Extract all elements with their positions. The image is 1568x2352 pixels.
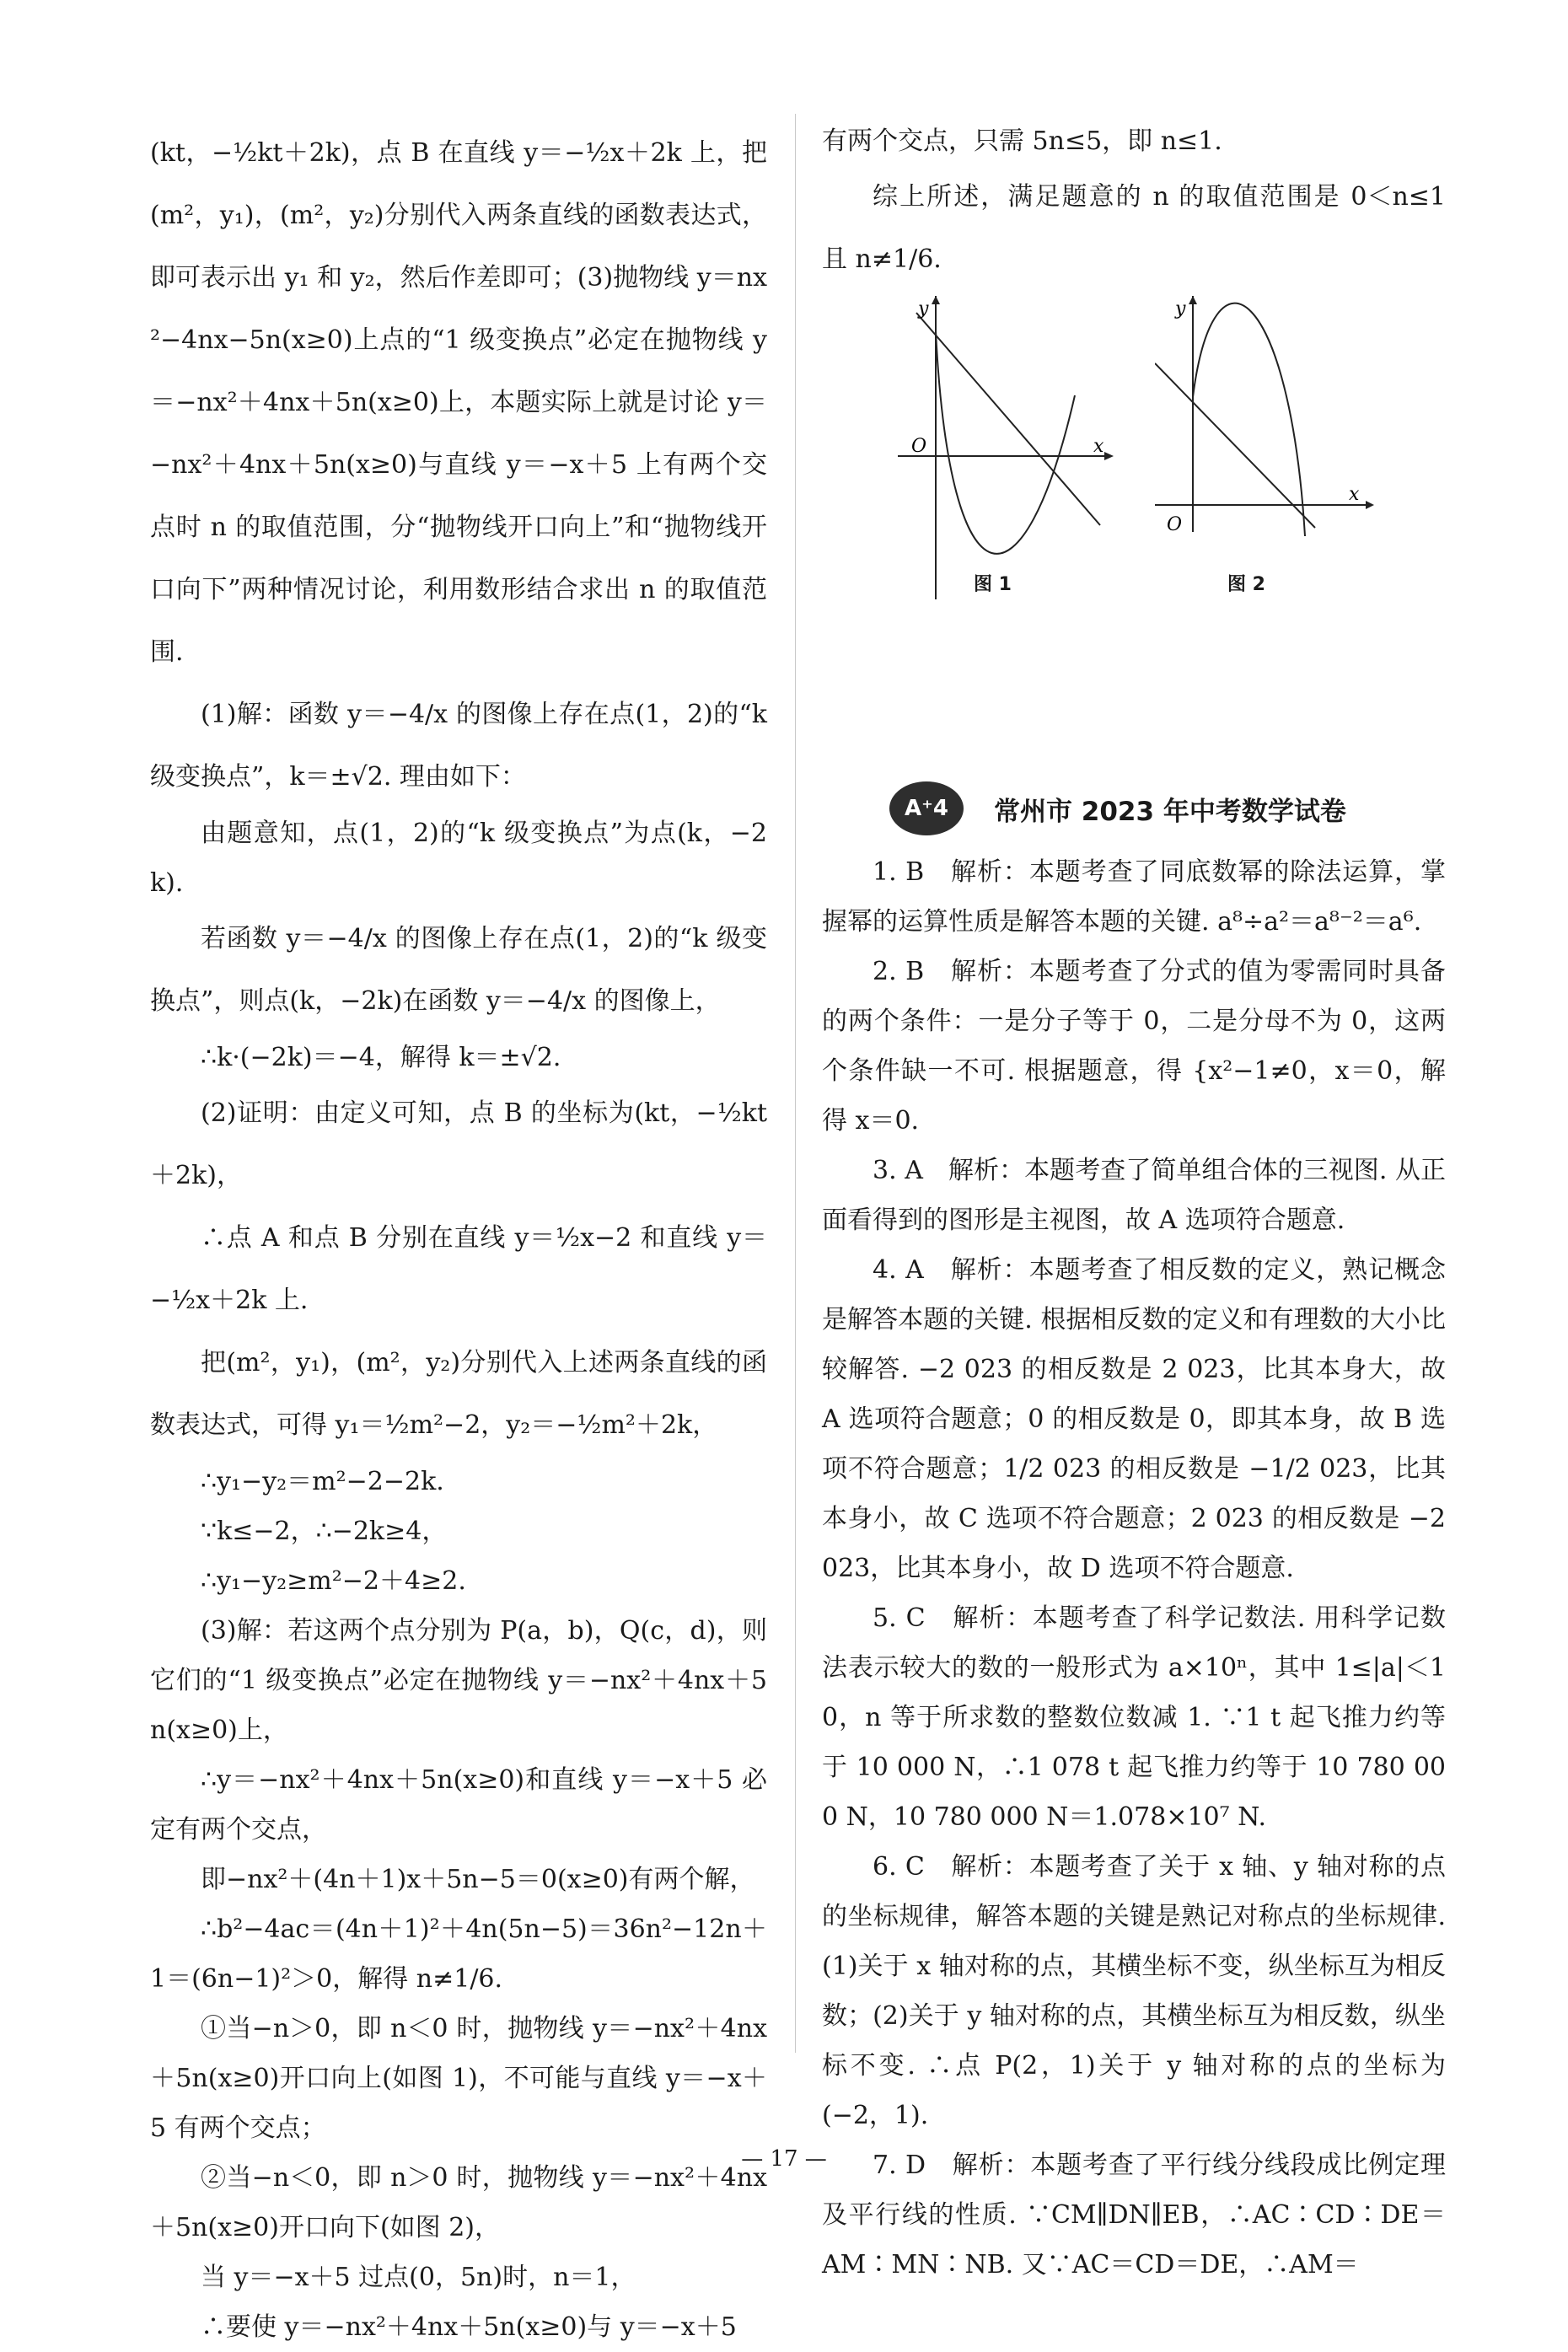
figure-2-origin-label: O [1167, 514, 1183, 535]
column-divider [795, 114, 796, 2053]
left-column [150, 122, 767, 2352]
figure-2-line [1155, 363, 1315, 528]
figure-2 [1155, 296, 1374, 692]
figure-2-y-label: y [1175, 298, 1186, 320]
paragraph-part3-step5: ∴要使 y＝−nx²＋4nx＋5n(x≥0)与 y＝−x＋5 [201, 2312, 737, 2342]
figure-2-y-arrow [1189, 296, 1197, 304]
paragraph-part2-step3: ∴y₁−y₂＝m²−2−2k. [201, 1467, 444, 1496]
answer-item: 5. C 解析：本题考查了科学记数法. 用科学记数法表示较大的数的一般形式为 a×10ⁿ，其中 1≤|a|＜10，n 等于所求数的整数位数减 1. ∵1 t 起飞推力约等于 10 000 N，∴1 078 t 起飞推力约等于 10 780 000 N，10 780 000 N＝1.078×10⁷ N. [822, 1603, 1446, 1832]
figure-1-y-arrow [932, 296, 940, 304]
paragraph-part3-case1: ①当−n＞0，即 n＜0 时，抛物线 y＝−nx²＋4nx＋5n(x≥0)开口向上(如图 1)，不可能与直线 y＝−x＋5 有两个交点； [150, 2014, 767, 2143]
paragraph-part3-step2: 即−nx²＋(4n＋1)x＋5n−5＝0(x≥0)有两个解， [201, 1865, 755, 1894]
figure-2-graph [1155, 296, 1374, 692]
paragraph-part3-answer: (3)解：若这两个点分别为 P(a，b)，Q(c，d)，则它们的“1 级变换点”必定在抛物线 y＝−nx²＋4nx＋5n(x≥0)上， [150, 1616, 767, 1745]
right-column [822, 116, 1446, 2290]
figure-2-x-arrow [1366, 501, 1374, 509]
paragraph-part2-step1: ∴点 A 和点 B 分别在直线 y＝½x−2 和直线 y＝−½x＋2k 上. [150, 1223, 767, 1315]
paragraph-part1-step1: 由题意知，点(1，2)的“k 级变换点”为点(k，−2k). [150, 819, 767, 898]
figure-2-x-label: x [1349, 484, 1360, 505]
answer-item: 1. B 解析：本题考查了同底数幂的除法运算，掌握幂的运算性质是解答本题的关键. a⁸÷a²＝a⁸⁻²＝a⁶. [822, 857, 1446, 937]
figure-1-parabola [936, 331, 1075, 554]
answer-item: 6. C 解析：本题考查了关于 x 轴、y 轴对称的点的坐标规律，解答本题的关键是熟记对称点的坐标规律. (1)关于 x 轴对称的点，其横坐标不变，纵坐标互为相反数；(2)关于 y 轴对称的点，其横坐标互为相反数，纵坐标不变. ∴点 P(2，1)关于 y 轴对称的点的坐标为(−2，1). [822, 1852, 1446, 2130]
figure-1-x-label: x [1093, 436, 1104, 457]
paragraph-part1-answer: (1)解：函数 y＝−4/x 的图像上存在点(1，2)的“k 级变换点”，k＝±√2. 理由如下： [150, 700, 767, 792]
paragraph-part1-step3: ∴k·(−2k)＝−4，解得 k＝±√2. [201, 1043, 561, 1072]
section-badge: A⁺4 [889, 781, 964, 835]
paragraph-part2-proof: (2)证明：由定义可知，点 B 的坐标为(kt，−½kt＋2k)， [150, 1098, 767, 1190]
paragraph-continuation: 有两个交点，只需 5n≤5，即 n≤1. [822, 126, 1222, 156]
figure-1-graph [898, 296, 1117, 692]
figure-1-origin-label: O [911, 436, 927, 457]
paragraph-part3-case2: ②当−n＜0，即 n＞0 时，抛物线 y＝−nx²＋4nx＋5n(x≥0)开口向下(如图 2)， [150, 2163, 767, 2242]
page-number: — 17 — [741, 2146, 827, 2172]
figure-2-caption: 图 2 [1227, 574, 1265, 595]
paragraph-part2-step4: ∵k≤−2，∴−2k≥4， [201, 1517, 448, 1546]
figure-1-line [916, 313, 1100, 525]
section-title: 常州市 2023 年中考数学试卷 [994, 796, 1346, 827]
paragraph-part2-step2: 把(m²，y₁)，(m²，y₂)分别代入上述两条直线的函数表达式，可得 y₁＝½m²−2，y₂＝−½m²＋2k， [150, 1348, 767, 1440]
figure-1-x-arrow [1104, 452, 1114, 460]
answer-item: 4. A 解析：本题考查了相反数的定义，熟记概念是解答本题的关键. 根据相反数的定义和有理数的大小比较解答. −2 023 的相反数是 2 023，比其本身大，故 A 选项符合题意；0 的相反数是 0，即其本身，故 B 选项不符合题意；1/2 023 的相反数是 −1/2 023，比其本身小，故 C 选项不符合题意；2 023 的相反数是 −2 023，比其本身小，故 D 选项不符合题意. [822, 1255, 1446, 1583]
section-header [889, 775, 1446, 842]
paragraph-conclusion: 综上所述，满足题意的 n 的取值范围是 0＜n≤1 且 n≠1/6. [822, 182, 1446, 274]
paragraph-part2-step5: ∴y₁−y₂≥m²−2＋4≥2. [201, 1566, 466, 1596]
paragraph-analysis: (kt，−½kt＋2k)，点 B 在直线 y＝−½x＋2k 上，把(m²，y₁)，(m²，y₂)分别代入两条直线的函数表达式，即可表示出 y₁ 和 y₂，然后作差即可；(3)抛物线 y＝nx²−4nx−5n(x≥0)上点的“1 级变换点”必定在抛物线 y＝−nx²＋4nx＋5n(x≥0)上，本题实际上就是讨论 y＝−nx²＋4nx＋5n(x≥0)与直线 y＝−x＋5 上有两个交点时 n 的取值范围，分“抛物线开口向上”和“抛物线开口向下”两种情况讨论，利用数形结合求出 n 的取值范围. [150, 138, 767, 667]
paragraph-part3-step1: ∴y＝−nx²＋4nx＋5n(x≥0)和直线 y＝−x＋5 必定有两个交点， [150, 1765, 767, 1845]
answer-item: 2. B 解析：本题考查了分式的值为零需同时具备的两个条件：一是分子等于 0，二是分母不为 0，这两个条件缺一不可. 根据题意，得 {x²−1≠0，x＝0，解得 x＝0. [822, 957, 1446, 1136]
figure-1-caption: 图 1 [974, 574, 1012, 595]
answer-item: 3. A 解析：本题考查了简单组合体的三视图. 从正面看得到的图形是主视图，故 A 选项符合题意. [822, 1156, 1446, 1235]
paragraph-part1-step2: 若函数 y＝−4/x 的图像上存在点(1，2)的“k 级变换点”，则点(k，−2k)在函数 y＝−4/x 的图像上， [150, 924, 767, 1016]
paragraph-part3-step4: 当 y＝−x＋5 过点(0，5n)时，n＝1， [201, 2263, 636, 2292]
figure-1-y-label: y [918, 298, 929, 320]
figure-1 [898, 296, 1117, 692]
figures [822, 296, 1446, 768]
answer-item: 7. D 解析：本题考查了平行线分线段成比例定理及平行线的性质. ∵CM∥DN∥EB，∴AC∶CD∶DE＝AM∶MN∶NB. 又∵AC＝CD＝DE，∴AM＝ [822, 2151, 1446, 2280]
paragraph-part3-step3: ∴b²−4ac＝(4n＋1)²＋4n(5n−5)＝36n²−12n＋1＝(6n−1)²＞0，解得 n≠1/6. [150, 1914, 767, 1994]
